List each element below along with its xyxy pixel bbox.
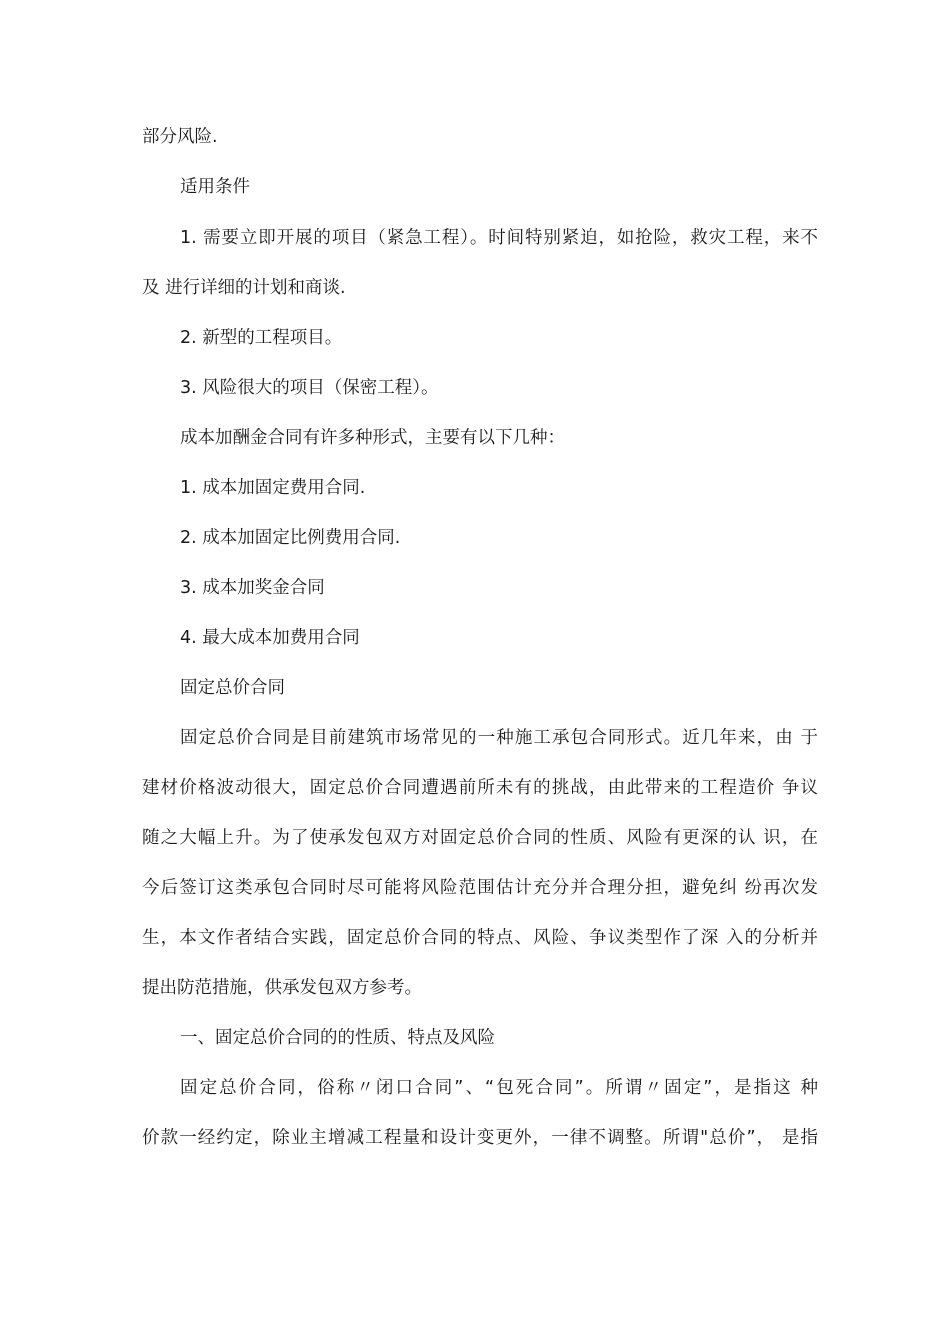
text-line: 1. 成本加固定费用合同. xyxy=(180,478,366,498)
section-heading: 一、固定总价合同的的性质、特点及风险 xyxy=(180,1028,495,1048)
text-line: 固定总价合同，俗称〃闭口合同”、“包死合同”。所谓〃固定”，是指这 种 xyxy=(180,1078,818,1098)
text-line: 2. 成本加固定比例费用合同. xyxy=(180,528,401,548)
text-line: 提出防范措施，供承发包双方参考。 xyxy=(142,978,422,998)
text-line: 部分风险. xyxy=(142,127,218,147)
text-line: 价款一经约定，除业主增减工程量和设计变更外，一律不调整。所谓"总价”， 是指 xyxy=(142,1128,818,1148)
text-line: 及 进行详细的计划和商谈. xyxy=(142,278,346,298)
text-line: 随之大幅上升。为了使承发包双方对固定总价合同的性质、风险有更深的认 识，在 xyxy=(142,828,818,848)
section-heading: 固定总价合同 xyxy=(180,678,285,698)
text-line: 3. 风险很大的项目（保密工程）。 xyxy=(180,378,439,398)
text-line: 固定总价合同是目前建筑市场常见的一种施工承包合同形式。近几年来，由 于 xyxy=(180,728,818,748)
text-line: 建材价格波动很大，固定总价合同遭遇前所未有的挑战，由此带来的工程造价 争议 xyxy=(142,778,818,798)
text-line: 1. 需要立即开展的项目（紧急工程）。时间特别紧迫，如抢险，救灾工程，来不 xyxy=(180,228,818,248)
text-line: 生，本文作者结合实践，固定总价合同的特点、风险、争议类型作了深 入的分析并 xyxy=(142,928,818,948)
text-line: 成本加酬金合同有许多种形式，主要有以下几种： xyxy=(180,428,565,448)
text-line: 今后签订这类承包合同时尽可能将风险范围估计充分并合理分担，避免纠 纷再次发 xyxy=(142,878,818,898)
text-line: 4. 最大成本加费用合同 xyxy=(180,628,360,648)
text-line: 2. 新型的工程项目。 xyxy=(180,328,343,348)
section-heading: 适用条件 xyxy=(180,177,250,197)
text-line: 3. 成本加奖金合同 xyxy=(180,578,325,598)
